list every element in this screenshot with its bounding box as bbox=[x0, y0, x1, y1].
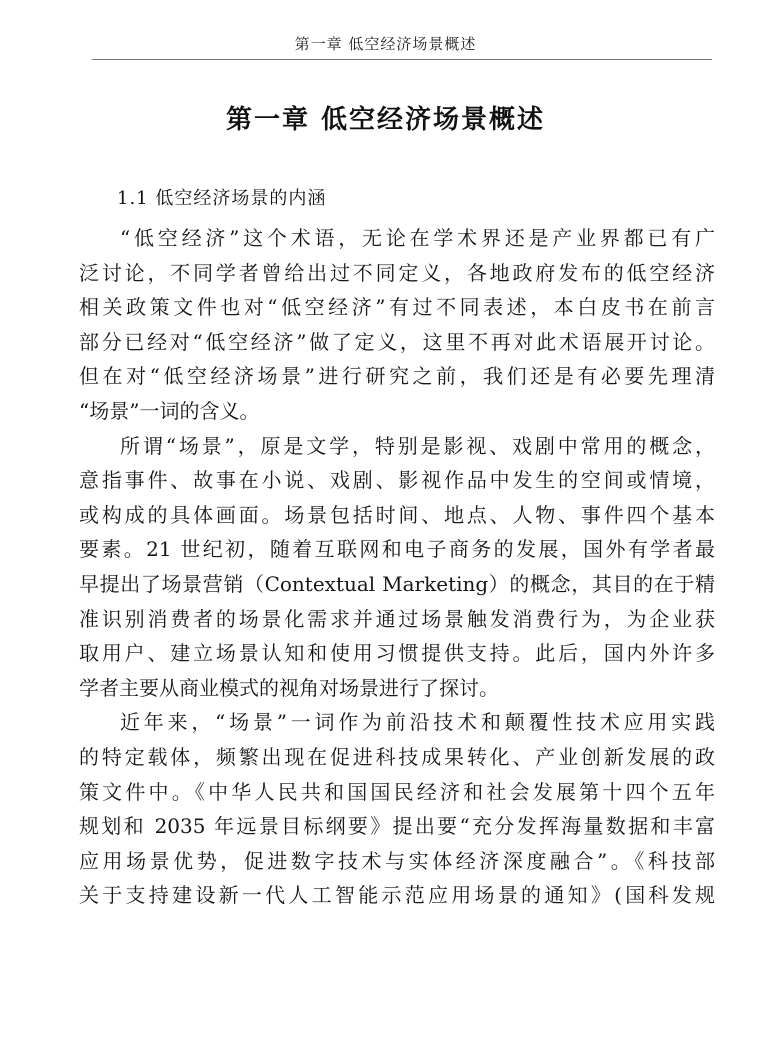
paragraph-line: 泛讨论，不同学者曾给出过不同定义，各地政府发布的低空经济 bbox=[79, 260, 715, 285]
paragraph-line: 早提出了场景营销（Contextual Marketing）的概念，其目的在于精 bbox=[79, 571, 715, 596]
paragraph-line: 要素。21 世纪初，随着互联网和电子商务的发展，国外有学者最 bbox=[79, 537, 715, 562]
paragraph-line: 关于支持建设新一代人工智能示范应用场景的通知》(国科发规 bbox=[79, 883, 715, 908]
paragraph-line: “场景”一词的含义。 bbox=[79, 398, 260, 423]
paragraph-line: 应用场景优势，促进数字技术与实体经济深度融合”。《科技部 bbox=[79, 848, 715, 873]
paragraph-line: 意指事件、故事在小说、戏剧、影视作品中发生的空间或情境， bbox=[79, 468, 715, 493]
paragraph-line: 但在对“低空经济场景”进行研究之前，我们还是有必要先理清 bbox=[79, 364, 715, 389]
header-rule bbox=[92, 59, 712, 60]
paragraph-line: 规划和 2035 年远景目标纲要》提出要“充分发挥海量数据和丰富 bbox=[79, 814, 715, 839]
paragraph-line: 相关政策文件也对“低空经济”有过不同表述，本白皮书在前言 bbox=[79, 295, 715, 320]
paragraph-line: “低空经济”这个术语，无论在学术界还是产业界都已有广 bbox=[120, 226, 715, 250]
paragraph-line: 的特定载体，频繁出现在促进科技成果转化、产业创新发展的政 bbox=[79, 744, 715, 769]
chapter-title: 第一章 低空经济场景概述 bbox=[225, 105, 546, 135]
section-heading: 1.1 低空经济场景的内涵 bbox=[117, 188, 327, 209]
paragraph-line: 所谓“场景”，原是文学，特别是影视、戏剧中常用的概念， bbox=[120, 433, 715, 458]
paragraph-line: 策文件中。《中华人民共和国国民经济和社会发展第十四个五年 bbox=[79, 779, 715, 804]
running-header: 第一章 低空经济场景概述 bbox=[294, 35, 477, 53]
paragraph-line: 或构成的具体画面。场景包括时间、地点、人物、事件四个基本 bbox=[79, 502, 715, 527]
paragraph-line: 学者主要从商业模式的视角对场景进行了探讨。 bbox=[79, 675, 499, 700]
paragraph-line: 取用户、建立场景认知和使用习惯提供支持。此后，国内外许多 bbox=[79, 641, 715, 666]
paragraph-line: 近年来，“场景”一词作为前沿技术和颠覆性技术应用实践 bbox=[120, 710, 715, 735]
paragraph-line: 部分已经对“低空经济”做了定义，这里不再对此术语展开讨论。 bbox=[79, 329, 715, 354]
paragraph-line: 准识别消费者的场景化需求并通过场景触发消费行为，为企业获 bbox=[79, 606, 715, 631]
body-text bbox=[79, 221, 715, 913]
